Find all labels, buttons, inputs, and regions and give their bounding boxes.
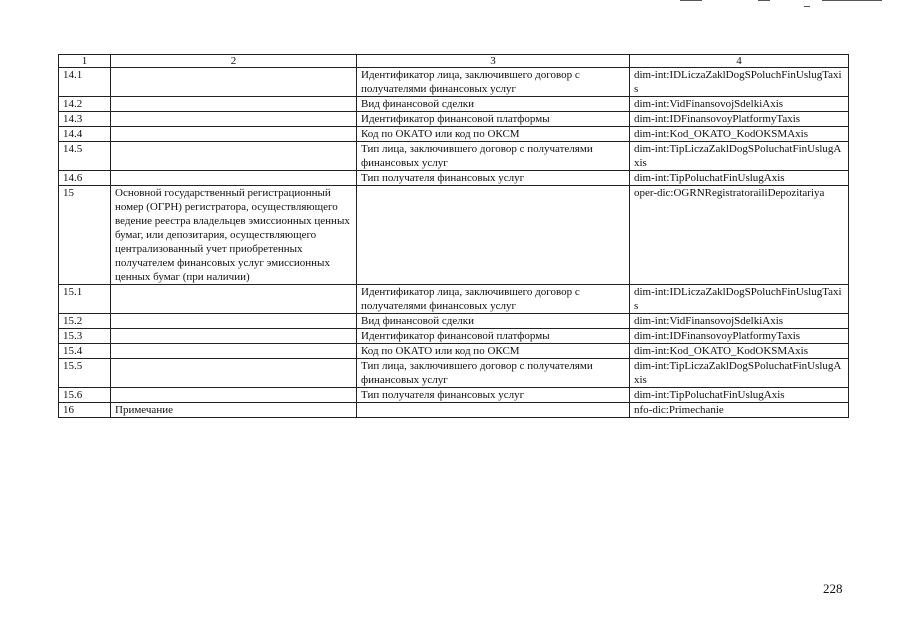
- row-code: dim-int:IDFinansovoyPlatformyTaxis: [630, 329, 849, 344]
- row-number: 14.1: [59, 68, 111, 97]
- table-row: [59, 403, 849, 418]
- row-number: 15.1: [59, 285, 111, 314]
- row-number: 15.5: [59, 359, 111, 388]
- row-description: Тип получателя финансовых услуг: [357, 388, 630, 403]
- row-number: 14.6: [59, 171, 111, 186]
- table-row: [59, 171, 849, 186]
- table-row: [59, 359, 849, 388]
- table-row: [59, 314, 849, 329]
- row-name: [111, 285, 357, 314]
- row-description: Вид финансовой сделки: [357, 314, 630, 329]
- row-name: [111, 171, 357, 186]
- row-name: Примечание: [111, 403, 357, 418]
- row-name: [111, 112, 357, 127]
- column-header-4: 4: [630, 55, 849, 68]
- row-number: 14.4: [59, 127, 111, 142]
- scan-artifact: [758, 0, 770, 1]
- scan-artifact: [680, 0, 702, 1]
- table-row: [59, 127, 849, 142]
- row-name: Основной государственный регистрационный номер (ОГРН) регистратора, осуществляющего ведение реестра владельцев эмиссионных ценных бумаг, или депозитария, осуществляющего централизованный учет приобретенных получателем финансовых услуг эмиссионных ценных бумаг (при наличии): [111, 186, 357, 285]
- row-code: dim-int:TipPoluchatFinUslugAxis: [630, 171, 849, 186]
- row-number: 15.6: [59, 388, 111, 403]
- row-number: 15.3: [59, 329, 111, 344]
- row-number: 15.2: [59, 314, 111, 329]
- table-row: [59, 97, 849, 112]
- scan-artifact: [822, 0, 882, 1]
- row-description: Код по ОКАТО или код по ОКСМ: [357, 127, 630, 142]
- table-row: [59, 68, 849, 97]
- scan-artifact: [804, 6, 810, 7]
- row-code: dim-int:Kod_OKATO_KodOKSMAxis: [630, 344, 849, 359]
- row-description: Тип лица, заключившего договор с получателями финансовых услуг: [357, 359, 630, 388]
- page-number: 228: [823, 581, 843, 596]
- row-name: [111, 314, 357, 329]
- row-description: [357, 403, 630, 418]
- table-row: [59, 329, 849, 344]
- table-row: [59, 388, 849, 403]
- row-name: [111, 97, 357, 112]
- row-description: Идентификатор лица, заключившего договор с получателями финансовых услуг: [357, 285, 630, 314]
- row-code: dim-int:TipLiczaZaklDogSPoluchatFinUslugAxis: [630, 359, 849, 388]
- column-header-2: 2: [111, 55, 357, 68]
- column-header-1: 1: [59, 55, 111, 68]
- header-row: [59, 55, 849, 68]
- row-number: 14.2: [59, 97, 111, 112]
- document-table: [58, 54, 849, 418]
- row-name: [111, 329, 357, 344]
- row-description: Код по ОКАТО или код по ОКСМ: [357, 344, 630, 359]
- row-name: [111, 127, 357, 142]
- row-code: dim-int:Kod_OKATO_KodOKSMAxis: [630, 127, 849, 142]
- row-number: 15: [59, 186, 111, 285]
- row-description: [357, 186, 630, 285]
- row-code: dim-int:IDLiczaZaklDogSPoluchFinUslugTaxis: [630, 285, 849, 314]
- row-name: [111, 68, 357, 97]
- row-code: dim-int:TipLiczaZaklDogSPoluchatFinUslugAxis: [630, 142, 849, 171]
- row-name: [111, 388, 357, 403]
- row-description: Идентификатор финансовой платформы: [357, 329, 630, 344]
- table-row: [59, 285, 849, 314]
- row-number: 16: [59, 403, 111, 418]
- row-description: Идентификатор финансовой платформы: [357, 112, 630, 127]
- row-code: dim-int:IDLiczaZaklDogSPoluchFinUslugTaxis: [630, 68, 849, 97]
- table-row: [59, 112, 849, 127]
- row-code: dim-int:IDFinansovoyPlatformyTaxis: [630, 112, 849, 127]
- row-code: dim-int:VidFinansovojSdelkiAxis: [630, 314, 849, 329]
- table-row: [59, 186, 849, 285]
- row-description: Вид финансовой сделки: [357, 97, 630, 112]
- row-code: dim-int:TipPoluchatFinUslugAxis: [630, 388, 849, 403]
- row-code: oper-dic:OGRNRegistratorailiDepozitariya: [630, 186, 849, 285]
- row-code: nfo-dic:Primechanie: [630, 403, 849, 418]
- row-description: Тип получателя финансовых услуг: [357, 171, 630, 186]
- row-name: [111, 359, 357, 388]
- table-row: [59, 142, 849, 171]
- row-description: Идентификатор лица, заключившего договор с получателями финансовых услуг: [357, 68, 630, 97]
- row-name: [111, 344, 357, 359]
- row-number: 14.5: [59, 142, 111, 171]
- row-name: [111, 142, 357, 171]
- row-description: Тип лица, заключившего договор с получателями финансовых услуг: [357, 142, 630, 171]
- table-row: [59, 344, 849, 359]
- row-number: 15.4: [59, 344, 111, 359]
- row-number: 14.3: [59, 112, 111, 127]
- column-header-3: 3: [357, 55, 630, 68]
- row-code: dim-int:VidFinansovojSdelkiAxis: [630, 97, 849, 112]
